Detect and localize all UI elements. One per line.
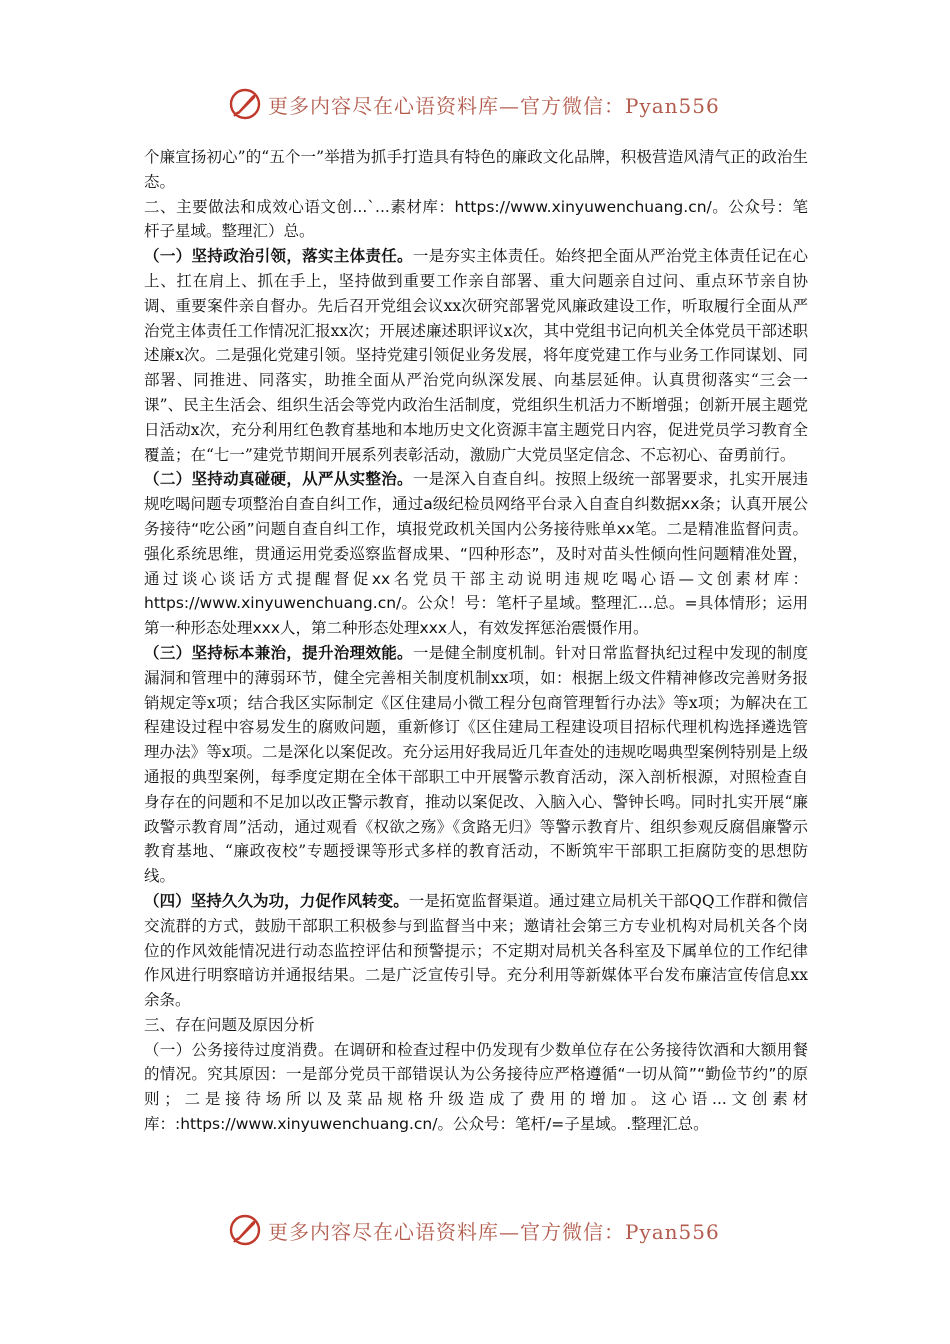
banner-text: 更多内容尽在心语资料库—官方微信：Pyan556: [268, 1219, 720, 1244]
banner-text: 更多内容尽在心语资料库—官方微信：Pyan556: [268, 93, 720, 118]
subheading-4: （四）坚持久久为功，力促作风转变。: [144, 891, 409, 910]
paragraph-1: [144, 244, 808, 467]
section-heading-2: 二、主要做法和成效心语文创...`...素材库：https://www.xinyuwenchuang.cn/。公众号：笔杆子星域。整理汇）总。: [144, 197, 808, 241]
header-banner: [228, 84, 720, 124]
paragraph-2-body: 一是深入自查自纠。按照上级统一部署要求，扎实开展违规吃喝问题专项整治自查自纠工作，通过a级纪检员网络平台录入自查自纠数据xx条；认真开展公务接待“吃公函”问题自查自纠工作，填报党政机关国内公务接待账单xx笔。二是精准监督问责。强化系统思维，贯通运用党委巡察监督成果、“四种形态”，及时对苗头性倾向性问题精准处置，通过谈心谈话方式提醒督促xx名党员干部主动说明违规吃喝心语—文创素材库：https://www.xinyuwenchuang.cn/。公众！号：笔杆子星域。整理汇...总。=具体情形；运用第一种形态处理xxx人，第二种形态处理xxx人，有效发挥惩治震慑作用。: [144, 470, 808, 638]
paragraph-1-body: 一是夯实主体责任。始终把全面从严治党主体责任记在心上、扛在肩上、抓在手上，坚持做到重要工作亲自部署、重大问题亲自过问、重点环节亲自协调、重要案件亲自督办。先后召开党组会议xx次研究部署党风廉政建设工作，听取履行全面从严治党主体责任工作情况汇报xx次；开展述廉述职评议x次，其中党组书记向机关全体党员干部述职述廉x次。二是强化党建引领。坚持党建引领促业务发展，将年度党建工作与业务工作同谋划、同部署、同推进、同落实，助推全面从严治党向纵深发展、向基层延伸。认真贯彻落实“三会一课”、民主生活会、组织生活会等党内政治生活制度，党组织生机活力不断增强；创新开展主题党日活动x次，充分利用红色教育基地和本地历史文化资源丰富主题党日内容，促进党员学习教育全覆盖；在“七一”建党节期间开展系列表彰活动，激励广大党员坚定信念、不忘初心、奋勇前行。: [144, 247, 808, 464]
paragraph-5: （一）公务接待过度消费。在调研和检查过程中仍发现有少数单位存在公务接待饮酒和大额用餐的情况。究其原因：一是部分党员干部错误认为公务接待应严格遵循“一切从简”“勤俭节约”的原则；二是接待场所以及菜品规格升级造成了费用的增加。这心语...文创素材库：:https://www.xinyuwenchuang.cn/。公众号：笔杆/=子星域。.整理汇总。: [144, 1040, 808, 1134]
subheading-2: （二）坚持动真碰硬，从严从实整治。: [144, 470, 413, 489]
quill-pen-logo-icon: [228, 1213, 262, 1247]
document-body: [144, 145, 808, 1137]
paragraph-3: [144, 641, 808, 889]
subheading-3: （三）坚持标本兼治，提升治理效能。: [144, 643, 413, 662]
paragraph-2: [144, 467, 808, 641]
paragraph-4-body: 一是拓宽监督渠道。通过建立局机关干部QQ工作群和微信交流群的方式，鼓励干部职工积极参与到监督当中来；邀请社会第三方专业机构对局机关各个岗位的作风效能情况进行动态监控评估和预警提示；不定期对局机关各科室及下属单位的工作纪律作风进行明察暗访并通报结果。二是广泛宣传引导。充分利用等新媒体平台发布廉洁宣传信息xx余条。: [144, 891, 808, 1010]
paragraph-3-body: 一是健全制度机制。针对日常监督执纪过程中发现的制度漏洞和管理中的薄弱环节，健全完善相关制度机制xx项，如：根据上级文件精神修改完善财务报销规定等x项；结合我区实际制定《区住建局小微工程分包商管理暂行办法》等x项；为解决在工程建设过程中容易发生的腐败问题，重新修订《区住建局工程建设项目招标代理机构选择遴选管理办法》等x项。二是深化以案促改。充分运用好我局近几年查处的违规吃喝典型案例特别是上级通报的典型案例，每季度定期在全体干部职工中开展警示教育活动，深入剖析根源，对照检查自身存在的问题和不足加以改正警示教育，推动以案促改、入脑入心、警钟长鸣。同时扎实开展“廉政警示教育周”活动，通过观看《权欲之殇》《贪路无归》等警示教育片、组织参观反腐倡廉警示教育基地、“廉政夜校”专题授课等形式多样的教育活动，不断筑牢干部职工拒腐防变的思想防线。: [144, 643, 808, 886]
section-heading-3: 三、存在问题及原因分析: [144, 1015, 315, 1034]
paragraph-intro: 个廉宣扬初心”的“五个一”举措为抓手打造具有特色的廉政文化品牌，积极营造风清气正的政治生态。: [144, 148, 808, 191]
paragraph-4: [144, 889, 808, 1013]
footer-banner: [228, 1210, 720, 1250]
quill-pen-logo-icon: [228, 87, 262, 121]
subheading-1: （一）坚持政治引领，落实主体责任。: [144, 247, 413, 266]
